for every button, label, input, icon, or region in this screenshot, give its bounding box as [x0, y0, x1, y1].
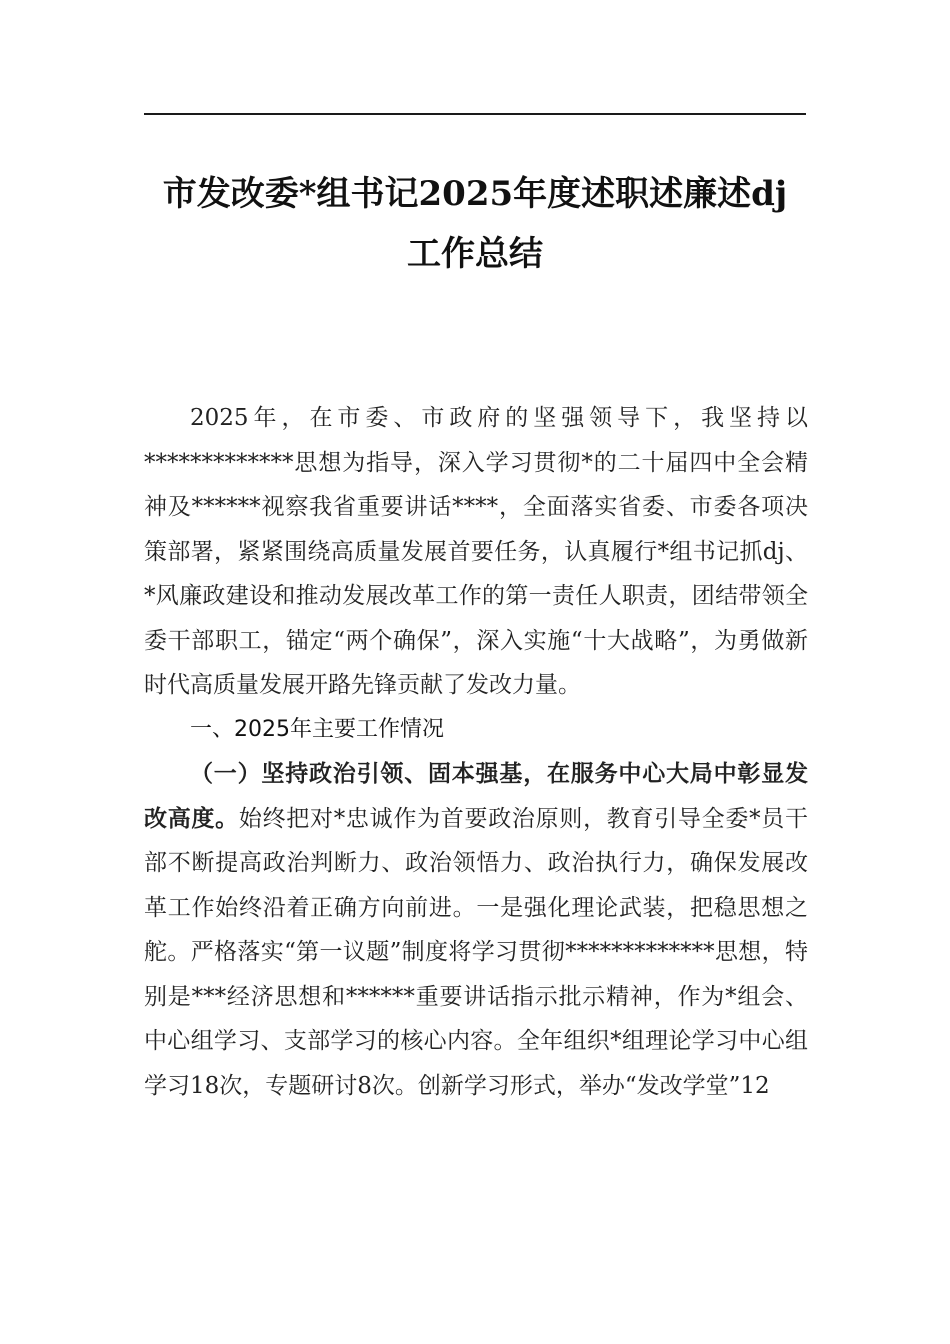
document-body	[144, 396, 808, 1108]
title-line-1: 市发改委*组书记2025年度述职述廉述dj	[162, 174, 788, 214]
section-heading-1: 一、2025年主要工作情况	[190, 716, 444, 742]
intro-paragraph: 2025年，在市委、市政府的坚强领导下，我坚持以*************思想为指导，深入学习贯彻*的二十届四中全会精神及******视察我省重要讲话****，全面落实省委、市委各项决策部署，紧紧围绕高质量发展首要任务，认真履行*组书记抓dj、*风廉政建设和推动发展改革工作的第一责任人职责，团结带领全委干部职工，锚定“两个确保”，深入实施“十大战略”，为勇做新时代高质量发展开路先锋贡献了发改力量。	[144, 405, 808, 698]
title-line-2: 工作总结	[407, 234, 543, 274]
subsection-body-1: 始终把对*忠诚作为首要政治原则，教育引导全委*员干部不断提高政治判断力、政治领悟力、政治执行力，确保发展改革工作始终沿着正确方向前进。一是强化理论武装，把稳思想之舵。严格落实“第一议题”制度将学习贯彻*************思想，特别是***经济思想和******重要讲话指示批示精神，作为*组会、中心组学习、支部学习的核心内容。全年组织*组理论学习中心组学习18次，专题研讨8次。创新学习形式，举办“发改学堂”12	[144, 805, 809, 1099]
document-title	[120, 164, 830, 284]
subsection-heading-1: （一）坚持政治引领、固本强基，在服务中心大局中彰显发改高度。	[144, 760, 808, 832]
subsection-paragraph-1	[144, 752, 808, 1108]
header-rule	[144, 113, 806, 115]
